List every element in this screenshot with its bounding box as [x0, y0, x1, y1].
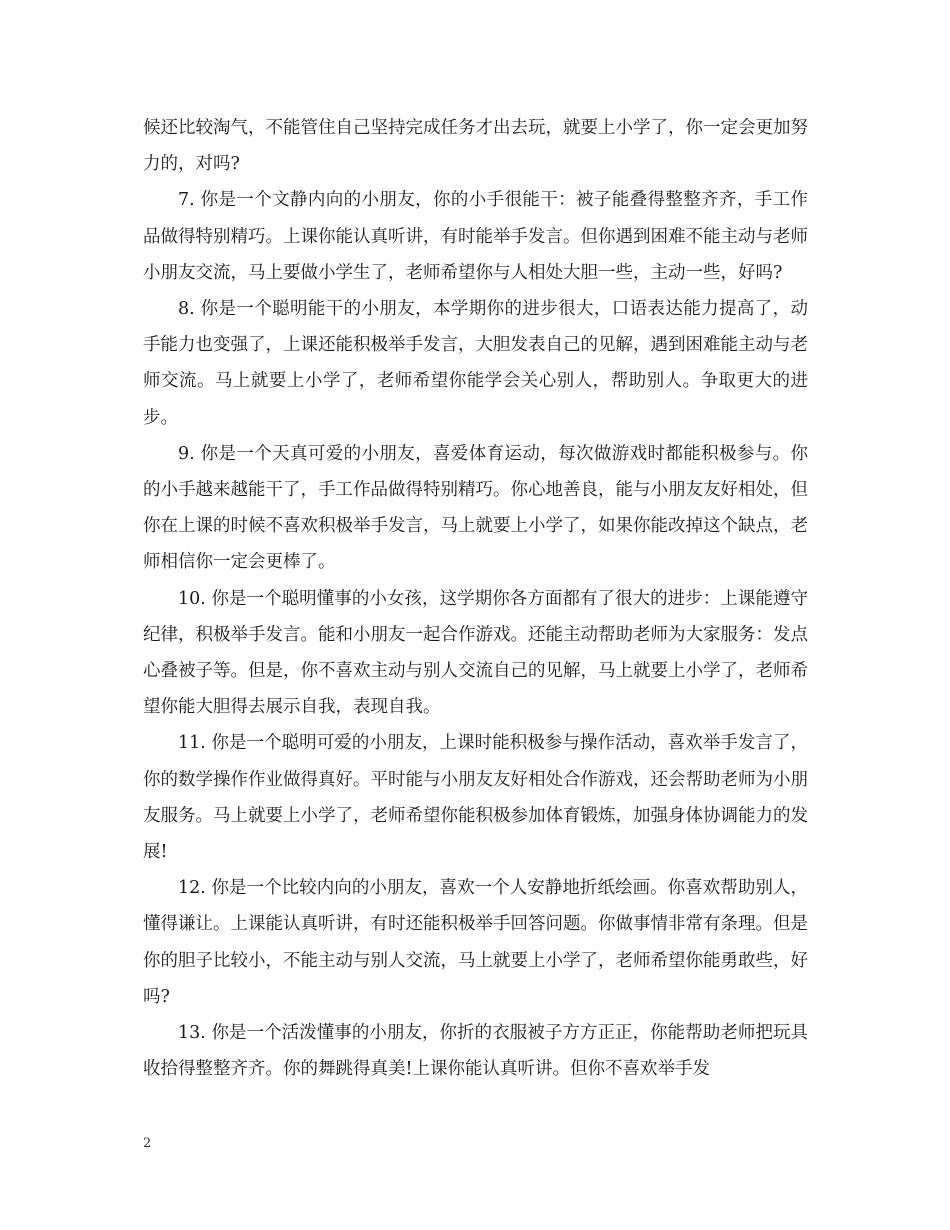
paragraph-item-11: 11. 你是一个聪明可爱的小朋友，上课时能积极参与操作活动，喜欢举手发言了，你的数学操作作业做得真好。平时能与小朋友友好相处合作游戏，还会帮助老师为小朋友服务。马上就要上小学了，老师希望你能积极参加体育锻炼，加强身体协调能力的发展! [143, 733, 808, 863]
document-body [143, 110, 808, 1087]
paragraph-item-12: 12. 你是一个比较内向的小朋友，喜欢一个人安静地折纸绘画。你喜欢帮助别人，懂得谦让。上课能认真听讲，有时还能积极举手回答问题。你做事情非常有条理。但是你的胆子比较小，不能主动与别人交流，马上就要上小学了，老师希望你能勇敢些，好吗? [143, 878, 808, 1007]
paragraph-continuation: 候还比较淘气，不能管住自己坚持完成任务才出去玩，就要上小学了，你一定会更加努力的，对吗? [143, 118, 808, 175]
paragraph-item-7: 7. 你是一个文静内向的小朋友，你的小手很能干：被子能叠得整整齐齐，手工作品做得特别精巧。上课你能认真听讲，有时能举手发言。但你遇到困难不能主动与老师小朋友交流，马上要做小学生了，老师希望你与人相处大胆一些，主动一些，好吗? [143, 190, 808, 283]
paragraph-item-13: 13. 你是一个活泼懂事的小朋友，你折的衣服被子方方正正，你能帮助老师把玩具收拾得整整齐齐。你的舞跳得真美!上课你能认真听讲。但你不喜欢举手发 [143, 1023, 808, 1080]
paragraph-item-8: 8. 你是一个聪明能干的小朋友，本学期你的进步很大，口语表达能力提高了，动手能力也变强了，上课还能积极举手发言，大胆发表自己的见解，遇到困难能主动与老师交流。马上就要上小学了，老师希望你能学会关心别人，帮助别人。争取更大的进步。 [143, 299, 808, 428]
paragraph-item-10: 10. 你是一个聪明懂事的小女孩，这学期你各方面都有了很大的进步：上课能遵守纪律，积极举手发言。能和小朋友一起合作游戏。还能主动帮助老师为大家服务：发点心叠被子等。但是，你不喜欢主动与别人交流自己的见解，马上就要上小学了，老师希望你能大胆得去展示自我，表现自我。 [143, 588, 808, 718]
paragraph-item-9: 9. 你是一个天真可爱的小朋友，喜爱体育运动，每次做游戏时都能积极参与。你的小手越来越能干了，手工作品做得特别精巧。你心地善良，能与小朋友友好相处，但你在上课的时候不喜欢积极举手发言，马上就要上小学了，如果你能改掉这个缺点，老师相信你一定会更棒了。 [143, 443, 808, 573]
page-number: 2 [143, 1136, 152, 1151]
